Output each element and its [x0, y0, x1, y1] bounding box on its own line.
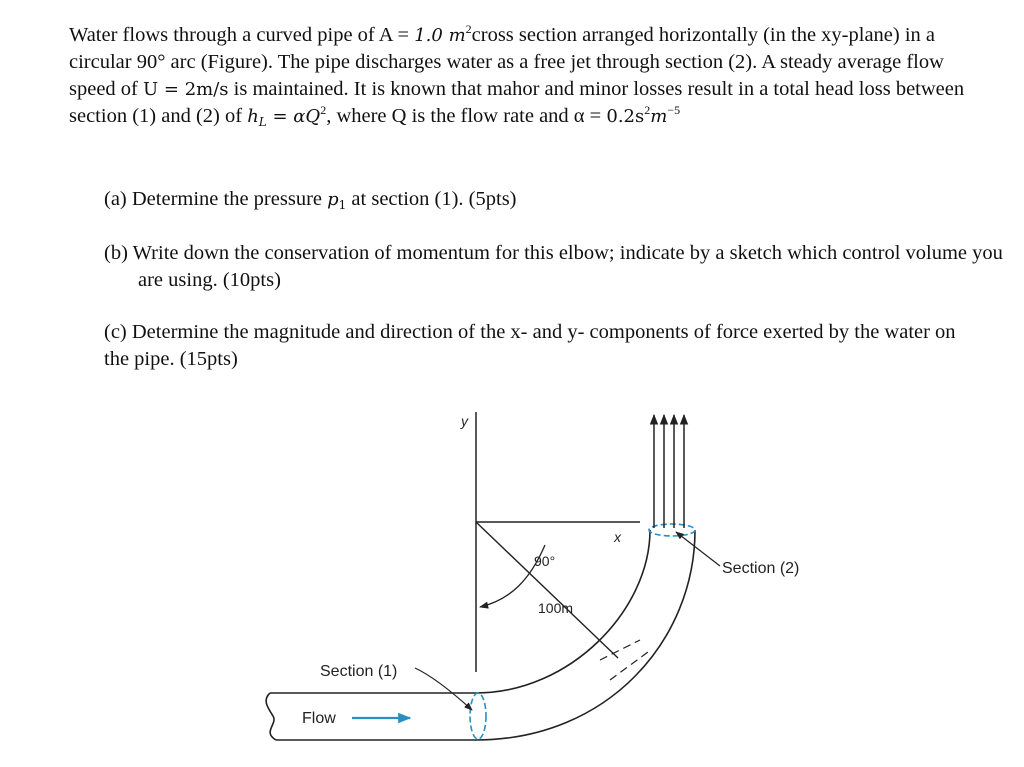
question-part-c: (c) Determine the magnitude and direction of the x- and y- components of force exerted by the water on the pipe. (15pts) — [104, 321, 956, 370]
radius-label: 100m — [538, 600, 574, 616]
pressure-symbol: p — [327, 189, 339, 210]
part-a-text-end: at section (1). (5pts) — [346, 188, 517, 210]
alpha-unit-m: m — [650, 106, 668, 127]
y-axis-label: y — [461, 413, 468, 429]
part-a-text: (a) Determine the pressure — [104, 188, 328, 210]
pipe-cut-end — [266, 693, 276, 740]
intro-text-1: Water flows through a curved pipe of A = — [69, 24, 415, 46]
flow-label: Flow — [302, 710, 336, 727]
angle-label: 90° — [534, 553, 556, 569]
area-exponent: 2 — [465, 22, 472, 36]
alpha-exponent-1: 2 — [644, 103, 651, 117]
speed-value: U = 2m/s — [143, 79, 229, 100]
intro-text-2: cross section arranged horizontally (in the xy-plane) in a circular 90° arc (Figure). The pipe discharges water as a free jet through section (2). A steady average flow speed of — [69, 24, 944, 100]
head-loss-exponent: 2 — [320, 103, 327, 117]
x-axis-label: x — [614, 529, 621, 545]
intro-text-4: , where Q is the flow rate and α = — [326, 105, 607, 127]
alpha-exponent-2: −5 — [667, 103, 681, 117]
head-loss-formula: = αQ — [266, 106, 321, 127]
head-loss-symbol: h — [247, 106, 259, 127]
pressure-subscript: 1 — [338, 198, 347, 212]
intro-text-3: is maintained. It is known that mahor and minor losses result in a total head loss between section (1) and (2) of — [69, 78, 965, 127]
pipe-centerline-mark — [600, 640, 640, 660]
section-1-label: Section (1) — [320, 663, 398, 680]
section-1-leader — [415, 668, 472, 710]
question-part-b: (b) Write down the conservation of momentum for this elbow; indicate by a sketch which control volume you are using. (10pts) — [104, 242, 1003, 291]
section-1-boundary — [470, 693, 486, 739]
section-2-leader — [676, 532, 720, 566]
section-2-label: Section (2) — [722, 560, 800, 577]
area-value: 1.0 m — [414, 25, 466, 46]
head-loss-subscript: L — [258, 115, 267, 129]
alpha-value: 0.2s — [606, 106, 645, 127]
section-2-boundary — [649, 524, 695, 536]
radius-line — [476, 522, 618, 658]
